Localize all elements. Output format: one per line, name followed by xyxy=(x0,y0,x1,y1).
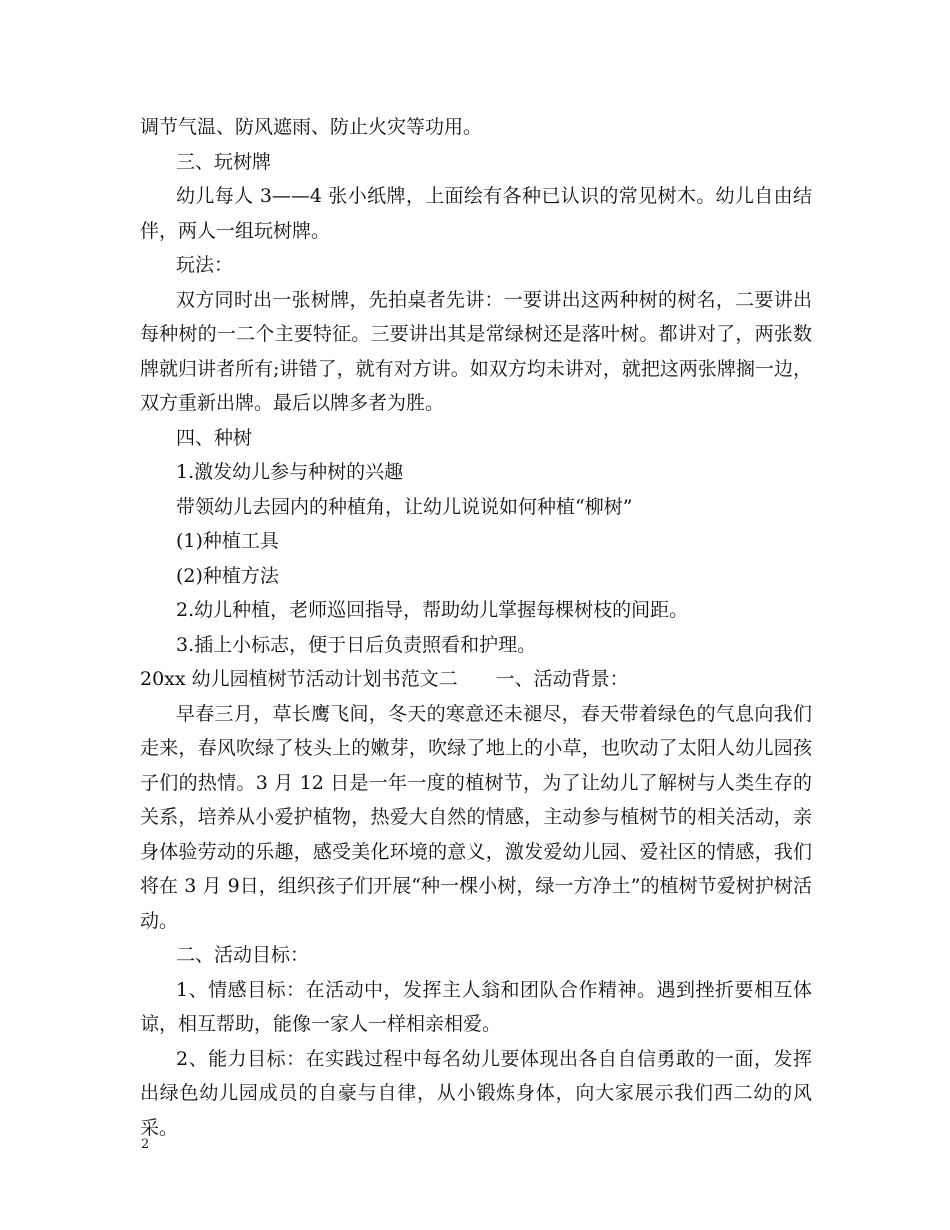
section-subtitle: 一、活动背景： xyxy=(495,668,629,690)
paragraph: 2.幼儿种植，老师巡回指导，帮助幼儿掌握每棵树枝的间距。 xyxy=(176,599,689,621)
paragraph: 带领幼儿去园内的种植角，让幼儿说说如何种植“柳树” xyxy=(176,495,633,518)
paragraph: 1、情感目标：在活动中，发挥主人翁和团队合作精神。遇到挫折要相互体谅，相互帮助，能像一家人一样相亲相爱。 xyxy=(140,978,812,1035)
document-body xyxy=(140,110,812,1145)
paragraph: 3.插上小标志，便于日后负责照看和护理。 xyxy=(176,633,537,656)
section-heading xyxy=(140,662,812,697)
paragraph: 玩法： xyxy=(176,254,234,276)
page-number: 2 xyxy=(141,1137,150,1152)
paragraph: 调节气温、防风遮雨、防止火灾等功用。 xyxy=(140,116,483,138)
paragraph: 幼儿每人 3——4 张小纸牌，上面绘有各种已认识的常见树木。幼儿自由结伴，两人一组玩树牌。 xyxy=(140,185,812,242)
paragraph-group-plan-two xyxy=(140,697,812,1146)
paragraph: 三、玩树牌 xyxy=(176,150,272,173)
paragraph: 二、活动目标： xyxy=(176,944,310,966)
paragraph-group-planting xyxy=(140,110,812,662)
paragraph: 四、种树 xyxy=(176,426,253,449)
paragraph: (1)种植工具 xyxy=(176,530,279,552)
paragraph: (2)种植方法 xyxy=(176,564,279,587)
paragraph: 2、能力目标：在实践过程中每名幼儿要体现出各自自信勇敢的一面，发挥出绿色幼儿园成员的自豪与自律，从小锻炼身体，向大家展示我们西二幼的风采。 xyxy=(140,1047,812,1139)
paragraph: 双方同时出一张树牌，先拍桌者先讲：一要讲出这两种树的树名，二要讲出每种树的一二个主要特征。三要讲出其是常绿树还是落叶树。都讲对了，两张数牌就归讲者所有;讲错了，就有对方讲。如双方均未讲对，就把这两张牌搁一边，双方重新出牌。最后以牌多者为胜。 xyxy=(140,288,812,414)
paragraph: 1.激发幼儿参与种树的兴趣 xyxy=(176,461,404,483)
section-title: 20xx 幼儿园植树节活动计划书范文二 xyxy=(140,668,458,690)
paragraph: 早春三月，草长鹰飞间，冬天的寒意还未褪尽，春天带着绿色的气息向我们走来，春风吹绿了枝头上的嫩芽，吹绿了地上的小草，也吹动了太阳人幼儿园孩子们的热情。3 月 12 日是一年一度的植树节，为了让幼儿了解树与人类生存的关系，培养从小爱护植物，热爱大自然的情感，主动参与植树节的相关活动，亲身体验劳动的乐趣，感受美化环境的意义，激发爱幼儿园、爱社区的情感，我们将在 3 月 9日，组织孩子们开展“种一棵小树，绿一方净土”的植树节爱树护树活动。 xyxy=(140,702,812,932)
